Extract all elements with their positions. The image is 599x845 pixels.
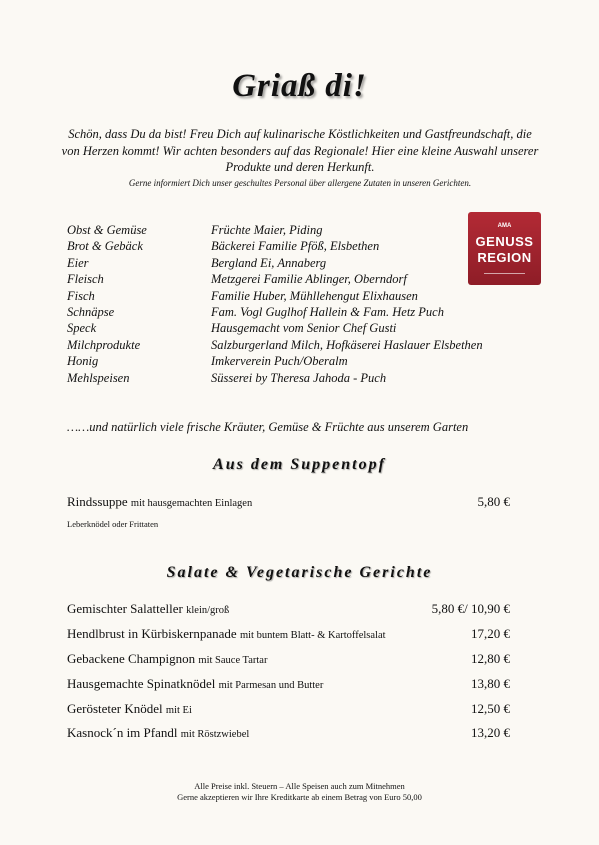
dish-desc: mit Parmesan und Butter <box>218 680 324 691</box>
dish-desc: mit Röstzwiebel <box>180 729 250 740</box>
intro-text: Schön, dass Du da bist! Freu Dich auf kulinarische Köstlichkeiten und Gastfreundschaft, die von Herzen kommt! Wir achten besonders auf das Regionale! Hier eine kleine Auswahl unserer Produkte und deren Herkunft. <box>61 127 539 174</box>
section-title-salad: Salate & Vegetarische Gerichte <box>166 564 433 581</box>
dish-name-wrap <box>67 725 249 741</box>
dish-price: 17,20 € <box>471 626 510 641</box>
supplier-name: Imkerverein Puch/Oberalm <box>211 354 348 368</box>
supplier-name: Süsserei by Theresa Jahoda - Puch <box>211 371 387 385</box>
badge-line-1: GENUSS <box>475 234 534 249</box>
supplier-category: Speck <box>67 321 97 335</box>
dish-row <box>67 601 510 619</box>
dish-row <box>67 701 510 719</box>
allergen-note: Gerne informiert Dich unser geschultes Personal über allergene Zutaten in unseren Gerichten. <box>128 178 472 188</box>
supplier-category: Fleisch <box>67 272 104 286</box>
soup-note: Leberknödel oder Frittaten <box>67 519 159 529</box>
dish-name: Rindssuppe <box>67 494 128 509</box>
dish-name-wrap <box>67 701 192 717</box>
badge-small-text: AMA <box>497 223 512 229</box>
supplier-category: Schnäpse <box>67 305 115 319</box>
dish-price: 12,50 € <box>471 701 510 716</box>
section-title-soup: Aus dem Suppentopf <box>213 456 386 473</box>
dish-row <box>67 626 510 644</box>
page-title: Griaß di! <box>232 68 367 104</box>
badge-line-2: REGION <box>477 250 532 265</box>
dish-name-wrap <box>67 601 229 617</box>
supplier-category: Obst & Gemüse <box>67 223 147 237</box>
dish-price: 5,80 € <box>477 494 510 509</box>
footer-line-2: Gerne akzeptieren wir Ihre Kreditkarte ab einem Betrag von Euro 50,00 <box>177 792 422 802</box>
supplier-name: Hausgemacht vom Senior Chef Gusti <box>211 321 397 335</box>
dish-desc: klein/groß <box>186 605 230 616</box>
dish-desc: mit buntem Blatt- & Kartoffelsalat <box>239 630 386 641</box>
supplier-name: Bergland Ei, Annaberg <box>211 256 327 270</box>
dish-row <box>67 676 510 694</box>
footer-line-1: Alle Preise inkl. Steuern – Alle Speisen auch zum Mitnehmen <box>194 781 405 791</box>
supplier-category: Eier <box>67 256 89 270</box>
supplier-category: Mehlspeisen <box>67 371 130 385</box>
dish-desc: mit Ei <box>165 705 192 716</box>
dish-name: Gerösteter Knödel <box>67 701 163 716</box>
genuss-region-logo <box>468 212 541 285</box>
supplier-category: Milchprodukte <box>67 338 141 352</box>
dish-name: Gemischter Salatteller <box>67 601 183 616</box>
supplier-category: Fisch <box>67 289 95 303</box>
garden-note: ……und natürlich viele frische Kräuter, Gemüse & Früchte aus unserem Garten <box>67 420 469 434</box>
supplier-name: Familie Huber, Mühllehengut Elixhausen <box>211 289 418 303</box>
supplier-category: Honig <box>67 354 99 368</box>
dish-desc: mit Sauce Tartar <box>198 655 268 666</box>
dish-name: Hendlbrust in Kürbiskernpanade <box>67 626 237 641</box>
supplier-name: Metzgerei Familie Ablinger, Oberndorf <box>211 272 407 286</box>
supplier-name: Früchte Maier, Piding <box>211 223 323 237</box>
dish-price: 13,80 € <box>471 676 510 691</box>
supplier-name: Bäckerei Familie Pföß, Elsbethen <box>211 239 380 253</box>
dish-name-wrap <box>67 626 386 642</box>
dish-price: 5,80 €/ 10,90 € <box>431 601 510 616</box>
dish-price: 13,20 € <box>471 725 510 740</box>
dish-row <box>67 651 510 669</box>
supplier-category: Brot & Gebäck <box>67 239 143 253</box>
dish-price: 12,80 € <box>471 651 510 666</box>
dish-name: Hausgemachte Spinatknödel <box>67 676 216 691</box>
dish-row <box>67 494 510 512</box>
dish-name-wrap <box>67 494 252 510</box>
dish-name: Gebackene Champignon <box>67 651 196 666</box>
dish-name: Kasnock´n im Pfandl <box>67 725 178 740</box>
dish-name-wrap <box>67 651 267 667</box>
dish-desc: mit hausgemachten Einlagen <box>130 498 253 509</box>
supplier-name: Salzburgerland Milch, Hofkäserei Haslauer Elsbethen <box>211 338 483 352</box>
dish-name-wrap <box>67 676 323 692</box>
dish-row <box>67 725 510 743</box>
badge-divider <box>484 273 525 277</box>
supplier-name: Fam. Vogl Guglhof Hallein & Fam. Hetz Puch <box>211 305 444 319</box>
